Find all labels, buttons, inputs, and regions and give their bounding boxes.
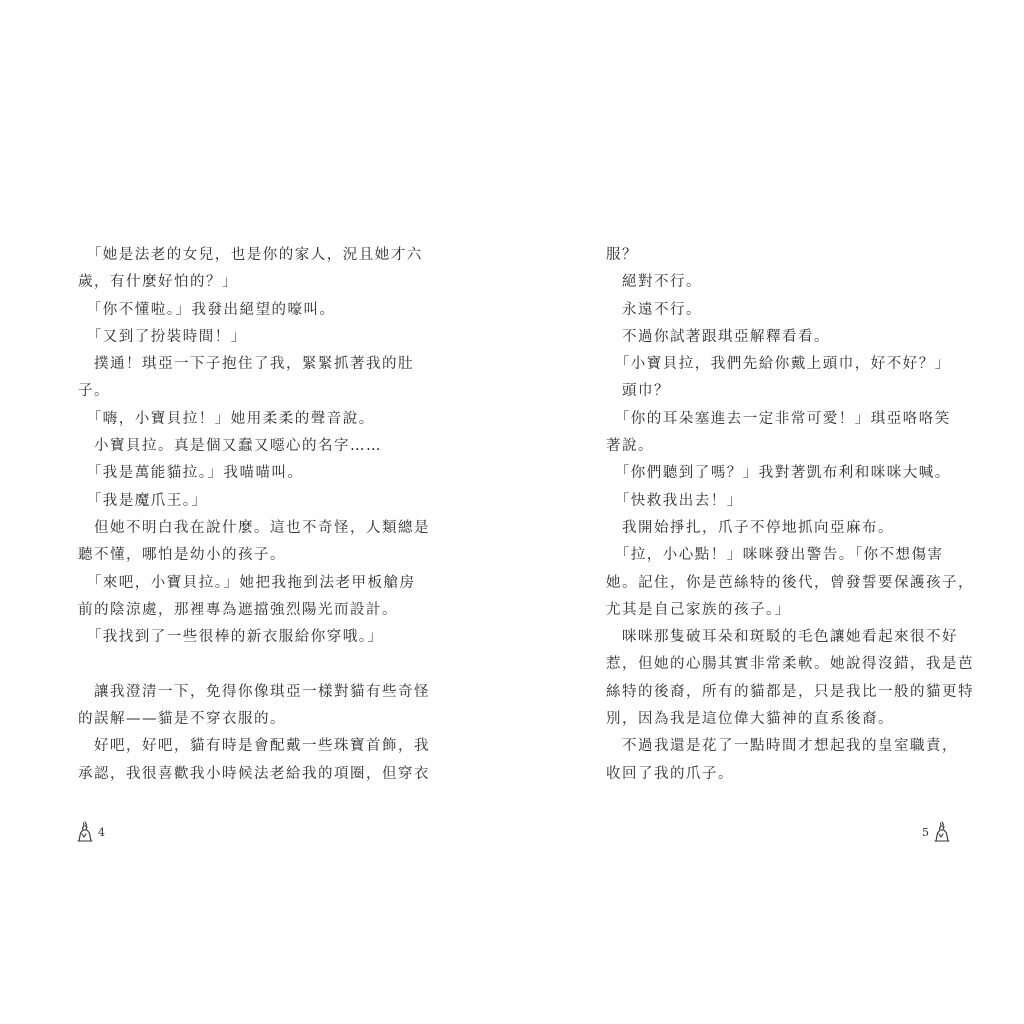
text-line: 「快救我出去！」 (606, 492, 743, 509)
text-line: 不過你試著跟琪亞解釋看看。 (606, 328, 830, 345)
text-line: 收回了我的爪子。 (606, 765, 734, 782)
text-line: 子。 (78, 383, 110, 400)
cat-icon (76, 820, 94, 842)
left-page-folio (76, 820, 105, 842)
text-line: 「來吧，小寶貝拉。」她把我拖到法老甲板艙房 (78, 574, 416, 591)
text-line: 「你的耳朵塞進去一定非常可愛！」琪亞咯咯笑 (606, 410, 951, 427)
right-page-folio (922, 820, 951, 842)
text-line: 「我找到了一些很棒的新衣服給你穿哦。」 (78, 629, 384, 646)
text-line: 好吧，好吧，貓有時是會配戴一些珠寶首飾，我 (78, 738, 430, 755)
text-line: 咪咪那隻破耳朵和斑駁的毛色讓她看起來很不好 (606, 629, 958, 646)
text-line: 永遠不行。 (606, 301, 702, 318)
text-line: 「又到了扮裝時間！」 (78, 328, 247, 345)
text-line: 但她不明白我在說什麼。這也不奇怪，人類總是 (78, 519, 430, 536)
text-line: 前的陰涼處，那裡專為遮擋強烈陽光而設計。 (78, 601, 398, 618)
blank-line (78, 651, 423, 678)
text-line: 「我是萬能貓拉。」我喵喵叫。 (78, 465, 304, 482)
right-page-text (606, 242, 974, 788)
text-line: 不過我還是花了一點時間才想起我的皇室職責， (606, 738, 958, 755)
text-line: 尤其是自己家族的孩子。」 (606, 601, 791, 618)
text-line: 「拉，小心點！」咪咪發出警告。「你不想傷害 (606, 547, 944, 564)
text-line: 「嗨，小寶貝拉！」她用柔柔的聲音說。 (78, 410, 375, 427)
page-number: 4 (98, 826, 105, 839)
text-line: 「你不懂啦。」我發出絕望的嚎叫。 (78, 301, 336, 318)
text-line: 讓我澄清一下，免得你像琪亞一樣對貓有些奇怪 (78, 683, 430, 700)
page-number: 5 (922, 826, 929, 839)
text-line: 的誤解——貓是不穿衣服的。 (78, 711, 286, 728)
text-line: 聽不懂，哪怕是幼小的孩子。 (78, 547, 286, 564)
text-line: 頭巾？ (606, 383, 670, 400)
text-line: 「小寶貝拉，我們先給你戴上頭巾，好不好？」 (606, 356, 951, 373)
text-line: 「我是魔爪王。」 (78, 492, 208, 509)
left-page-text (78, 242, 430, 788)
text-line: 她。記住，你是芭絲特的後代，曾發誓要保護孩子， (606, 574, 974, 591)
text-line: 絕對不行。 (606, 274, 702, 291)
text-line: 歲，有什麼好怕的？」 (78, 274, 238, 291)
cat-icon (933, 820, 951, 842)
text-line: 我開始掙扎，爪子不停地抓向亞麻布。 (606, 519, 894, 536)
text-line: 「你們聽到了嗎？」我對著凱布利和咪咪大喊。 (606, 465, 951, 482)
text-line: 別，因為我是這位偉大貓神的直系後裔。 (606, 711, 894, 728)
text-line: 絲特的後裔，所有的貓都是，只是我比一般的貓更特 (606, 683, 974, 700)
text-line: 「她是法老的女兒，也是你的家人，況且她才六 (78, 247, 423, 263)
text-line: 小寶貝拉。真是個又蠢又噁心的名字…… (78, 438, 382, 455)
text-line: 著說。 (606, 438, 654, 455)
text-line: 撲通！琪亞一下子抱住了我，緊緊抓著我的肚 (78, 356, 414, 373)
text-line: 服？ (606, 247, 638, 263)
text-line: 惹，但她的心腸其實非常柔軟。她說得沒錯，我是芭 (606, 656, 974, 673)
text-line: 承認，我很喜歡我小時候法老給我的項圈，但穿衣 (78, 765, 430, 782)
